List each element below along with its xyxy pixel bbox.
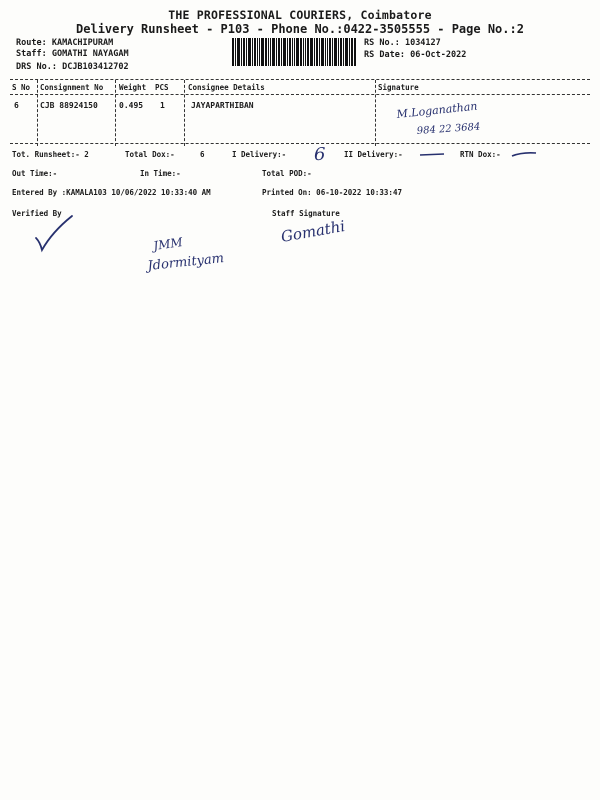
total-dox-label: Total Dox:- bbox=[125, 150, 175, 159]
rtn-dox-dash-mark bbox=[510, 148, 540, 162]
i-delivery-label: I Delivery:- bbox=[232, 150, 287, 159]
verifier-handwritten-name bbox=[140, 236, 280, 278]
i-delivery-handwritten bbox=[310, 140, 334, 164]
rs-no-line bbox=[364, 38, 441, 48]
svg-text:JMM: JMM bbox=[152, 235, 184, 253]
ii-delivery-dash-mark bbox=[418, 148, 448, 160]
route-line bbox=[16, 38, 113, 48]
staff-line bbox=[16, 49, 129, 59]
col-header-weight: Weight bbox=[119, 83, 147, 92]
svg-text:Jdormityam: Jdormityam bbox=[146, 251, 225, 274]
col-header-consignee: Consignee Details bbox=[188, 83, 265, 92]
staff-value: GOMATHI NAYAGAM bbox=[51, 49, 129, 59]
table-header-rule bbox=[10, 94, 590, 95]
cell-consignment-no: CJB 88924150 bbox=[40, 101, 98, 110]
barcode-image bbox=[232, 38, 356, 66]
drs-line bbox=[16, 62, 129, 72]
company-name: THE PROFESSIONAL COURIERS, Coimbatore bbox=[168, 8, 432, 22]
cell-sno: 6 bbox=[14, 101, 19, 110]
total-dox-value: 6 bbox=[200, 150, 205, 159]
ii-delivery-label: II Delivery:- bbox=[344, 150, 403, 159]
svg-text:Gomathi: Gomathi bbox=[279, 216, 347, 246]
runsheet-title: Delivery Runsheet - P103 - Phone No.:0422-3505555 - Page No.:2 bbox=[76, 22, 524, 36]
column-divider bbox=[37, 80, 38, 146]
recipient-signature bbox=[395, 99, 515, 140]
route-value: KAMACHIPURAM bbox=[51, 38, 114, 48]
svg-text:984 22 3684: 984 22 3684 bbox=[416, 121, 481, 137]
col-header-pcs: PCS bbox=[155, 83, 169, 92]
entered-by: Entered By :KAMALA103 10/06/2022 10:33:40 AM bbox=[12, 188, 211, 197]
drs-label: DRS No.: bbox=[16, 62, 57, 72]
rs-no-value: 1034127 bbox=[404, 38, 441, 48]
col-header-signature: Signature bbox=[378, 83, 419, 92]
staff-signature-label: Staff Signature bbox=[272, 209, 340, 218]
column-divider bbox=[115, 80, 116, 146]
in-time-label: In Time:- bbox=[140, 169, 181, 178]
rs-date-line bbox=[364, 50, 466, 60]
cell-weight: 0.495 bbox=[119, 101, 144, 110]
staff-handwritten-signature bbox=[276, 218, 366, 252]
column-divider bbox=[184, 80, 185, 146]
col-header-consignment: Consignment No bbox=[40, 83, 104, 92]
tot-runsheet: Tot. Runsheet:- 2 bbox=[12, 150, 89, 159]
printed-on: Printed On: 06-10-2022 10:33:47 bbox=[262, 188, 402, 197]
col-header-sno: S No bbox=[12, 83, 31, 92]
rs-date-label: RS Date: bbox=[364, 50, 405, 60]
table-top-rule bbox=[10, 79, 590, 80]
table-bottom-rule bbox=[10, 143, 590, 144]
drs-value: DCJB103412702 bbox=[62, 62, 129, 72]
rtn-dox-label: RTN Dox:- bbox=[460, 150, 501, 159]
out-time-label: Out Time:- bbox=[12, 169, 58, 178]
svg-text:M.Loganathan: M.Loganathan bbox=[395, 99, 478, 121]
staff-label: Staff: bbox=[16, 49, 47, 59]
cell-pcs: 1 bbox=[160, 101, 165, 110]
verified-by-label: Verified By bbox=[12, 209, 62, 218]
verifier-checkmark bbox=[30, 212, 76, 258]
route-label: Route: bbox=[16, 38, 47, 48]
rs-date-value: 06-Oct-2022 bbox=[410, 50, 467, 60]
cell-consignee: JAYAPARTHIBAN bbox=[191, 101, 254, 110]
svg-text:6: 6 bbox=[314, 144, 326, 165]
total-pod-label: Total POD:- bbox=[262, 169, 312, 178]
column-divider bbox=[375, 80, 376, 146]
rs-no-label: RS No.: bbox=[364, 38, 400, 48]
